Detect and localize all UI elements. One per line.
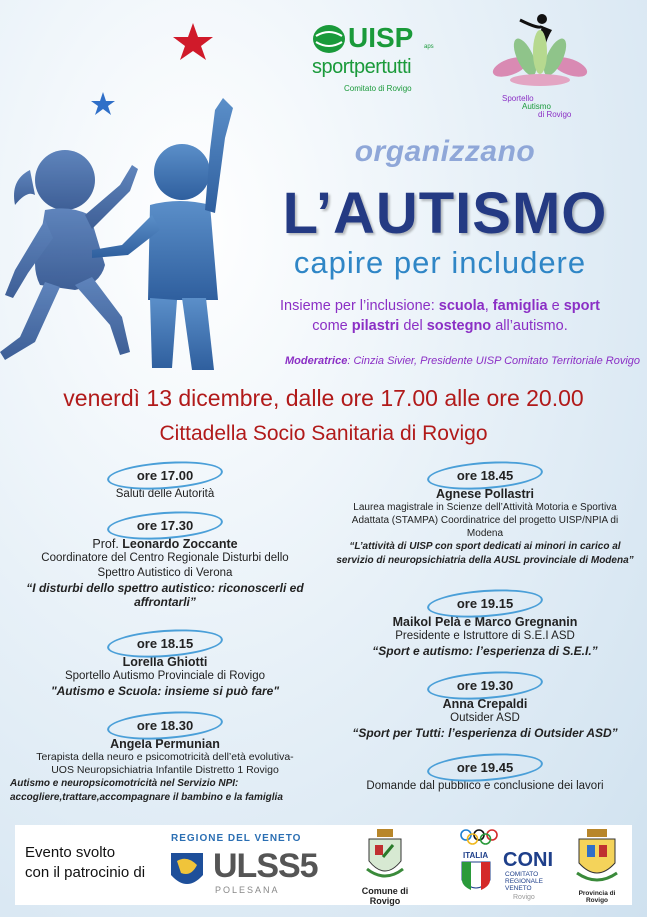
speaker-name: Maikol Pelà e Marco Gregnanin <box>392 615 578 629</box>
blue-star-icon <box>91 92 115 115</box>
program-item <box>10 632 320 714</box>
talk-title: “Sport per Tutti: l’esperienza di Outsider ASD” <box>352 726 618 740</box>
program-item <box>10 464 320 514</box>
speaker-role: Terapista della neuro e psicomotricità dell’età evolutiva- <box>36 751 294 763</box>
patronage-footer <box>15 825 632 905</box>
olympic-rings-icon <box>459 829 499 845</box>
ulss5-sub-label: POLESANA <box>215 885 280 895</box>
sportello-line-2: Autismo <box>522 102 551 111</box>
organizzano-label: organizzano <box>354 135 536 168</box>
talk-title: “L’attività di UISP con sport dedicati ai minori in carico al servizio di neuropsichiatria della AUSL provinciale di Modena” <box>336 541 634 566</box>
item-text: Saluti delle Autorità <box>115 488 215 500</box>
sportello-line-1: Sportello <box>502 94 534 103</box>
coni-sub-3: VENETO <box>505 885 532 892</box>
comune-rovigo-logo <box>350 829 420 906</box>
time-badge: ore 18.45 <box>431 464 539 487</box>
provincia-rovigo-logo <box>567 829 627 903</box>
program-item <box>10 514 320 632</box>
time-badge: ore 19.30 <box>431 674 539 697</box>
italia-label: ITALIA <box>463 851 489 860</box>
speaker-role: UOS Neuropsichiatria Infantile Distretto 1 Rovigo <box>51 764 279 776</box>
uisp-globe-icon <box>312 24 346 54</box>
coni-label: CONI <box>503 849 553 871</box>
time-badge: ore 19.15 <box>431 592 539 615</box>
talk-title: “I disturbi dello spettro autistico: riconoscerli ed affrontarli” <box>26 581 304 609</box>
coni-city: Rovigo <box>513 894 535 901</box>
program-item <box>335 464 635 592</box>
uisp-tagline: sportpertutti <box>312 56 412 78</box>
time-badge: ore 17.00 <box>111 464 219 487</box>
program-item <box>335 756 635 794</box>
uisp-aps: aps <box>424 44 434 50</box>
lion-shield-icon <box>169 851 205 891</box>
coni-sub-2: REGIONALE <box>505 878 543 885</box>
ulss5-logo <box>165 833 318 899</box>
provincia-crest-icon <box>575 829 619 885</box>
event-subtitle: capire per includere <box>293 245 587 280</box>
sportello-line-3: di Rovigo <box>538 110 572 119</box>
speaker-name: Prof. Leonardo Zoccante <box>92 537 238 551</box>
speaker-role: Modena <box>466 528 504 539</box>
uisp-name: UISP <box>348 22 414 53</box>
regione-veneto-label: REGIONE DEL VENETO <box>171 833 302 844</box>
event-place: Cittadella Socio Sanitaria di Rovigo <box>159 422 488 445</box>
red-star-icon <box>173 23 213 60</box>
comune-crest-icon <box>365 829 405 881</box>
talk-title: "Autismo e Scuola: insieme si può fare" <box>50 684 280 698</box>
speaker-role: Spettro Autistico di Verona <box>97 567 233 579</box>
intro-text <box>255 296 625 336</box>
item-text: Domande dal pubblico e conclusione dei lavori <box>366 780 604 792</box>
speaker-name: Agnese Pollastri <box>436 487 534 501</box>
time-badge: ore 18.30 <box>111 714 219 737</box>
speaker-name: Anna Crepaldi <box>442 697 528 711</box>
speaker-name: Angela Permunian <box>110 737 220 751</box>
time-badge: ore 19.45 <box>431 756 539 779</box>
moderator-text: : Cinzia Sivier, Presidente UISP Comitato Territoriale Rovigo <box>347 355 640 367</box>
moderator-line <box>230 355 640 367</box>
time-badge: ore 17.30 <box>111 514 219 537</box>
speaker-role: Coordinatore del Centro Regionale Disturbi dello <box>41 552 289 564</box>
uisp-committee: Comitato di Rovigo <box>344 84 412 93</box>
uisp-logo <box>300 22 450 102</box>
provincia-label: Provincia di Rovigo <box>578 890 616 904</box>
ulss5-label: ULSS5 <box>213 847 318 885</box>
talk-title: Autismo e neuropsicomotricità nel Servizio NPI: accogliere,trattare,accompagnare il bambino e la famiglia <box>10 778 283 803</box>
speaker-role: Sportello Autismo Provinciale di Rovigo <box>64 670 266 682</box>
coni-logo <box>455 829 560 903</box>
time-badge: ore 18.15 <box>111 632 219 655</box>
sportello-autismo-logo <box>490 12 590 122</box>
lotus-figure-icon <box>490 12 590 92</box>
event-date: venerdì 13 dicembre, dalle ore 17.00 alle ore 20.00 <box>63 385 584 411</box>
talk-title: “Sport e autismo: l’esperienza di S.E.I.” <box>372 644 598 658</box>
speaker-role: Adattata (STAMPA) Coordinatrice del progetto UISP/NPIA di <box>351 515 619 526</box>
speaker-role: Presidente e Istruttore di S.E.I ASD <box>395 630 575 642</box>
patronage-text: Evento svolto con il patrocinio di <box>25 844 146 881</box>
children-stars-illustration <box>0 20 260 410</box>
intro-line-2: come pilastri del sostegno all’autismo. <box>312 318 568 334</box>
speaker-role: Outsider ASD <box>450 712 520 724</box>
program-item <box>335 674 635 756</box>
program-left-column <box>10 464 320 805</box>
program-item <box>10 714 320 805</box>
speaker-role: Laurea magistrale in Scienze dell’Attività Motoria e Sportiva <box>353 502 617 513</box>
intro-line-1: Insieme per l’inclusione: scuola, famiglia e sport <box>280 298 600 314</box>
program-right-column <box>335 464 635 794</box>
speaker-name: Lorella Ghiotti <box>122 655 208 669</box>
coni-sub-1: COMITATO <box>505 871 539 878</box>
moderator-label: Moderatrice <box>285 355 348 367</box>
italy-shield-icon <box>461 861 491 895</box>
comune-label: Comune di Rovigo <box>361 886 409 906</box>
program-item <box>335 592 635 674</box>
event-title: L’AUTISMO <box>282 181 608 246</box>
